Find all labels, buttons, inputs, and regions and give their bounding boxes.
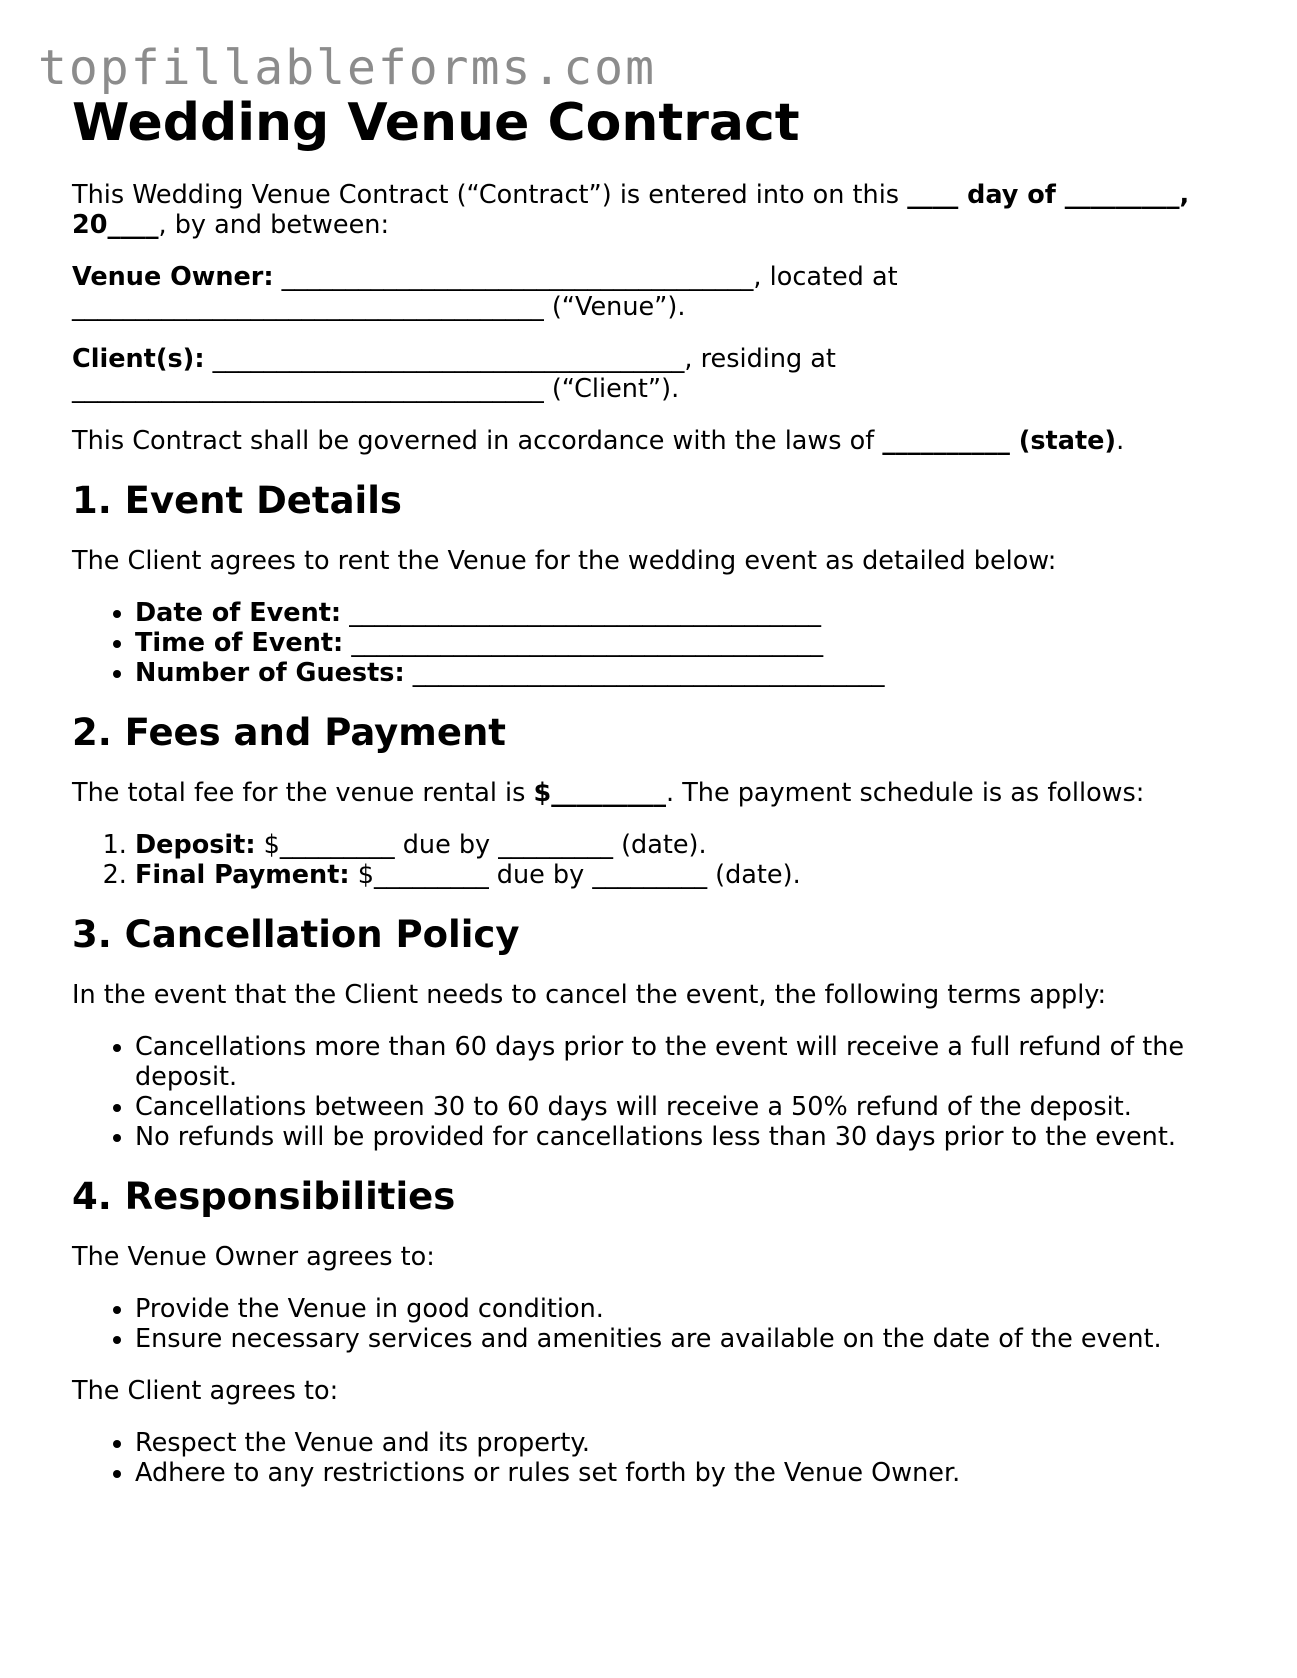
list-item bbox=[135, 628, 1222, 658]
final-payment-blank: $_________ due by _________ (date). bbox=[349, 860, 801, 890]
fees-intro-end: . The payment schedule is as follows: bbox=[666, 778, 1145, 808]
cancellation-terms-list bbox=[72, 1032, 1255, 1152]
section-heading-event-details: 1. Event Details bbox=[72, 479, 402, 522]
deposit-label: Deposit: bbox=[135, 830, 256, 860]
event-intro: The Client agrees to rent the Venue for the wedding event as detailed below: bbox=[72, 546, 1057, 576]
site-watermark: topfillableforms.com bbox=[38, 40, 656, 96]
contract-page bbox=[72, 90, 1222, 1488]
owner-responsibilities-intro: The Venue Owner agrees to: bbox=[72, 1242, 435, 1272]
list-item: • Cancellations between 30 to 60 days will receive a 50% refund of the deposit. bbox=[135, 1092, 1255, 1122]
total-fee-blank: $_________ bbox=[533, 778, 666, 808]
number-of-guests-blank: _____________________________________ bbox=[404, 658, 885, 688]
date-of-event-blank: _____________________________________ bbox=[341, 598, 821, 628]
owner-responsibilities-list bbox=[72, 1294, 1222, 1354]
venue-owner-paragraph bbox=[72, 262, 1222, 322]
list-item: • Ensure necessary services and amenities are available on the date of the event. bbox=[135, 1324, 1222, 1354]
list-item: • Cancellations more than 60 days prior to the event will receive a full refund of the deposit. bbox=[135, 1032, 1255, 1092]
governing-law-text: This Contract shall be governed in accordance with the laws of bbox=[72, 426, 883, 456]
intro-text: This Wedding Venue Contract (“Contract”) is entered into on this bbox=[72, 180, 908, 210]
list-item: • Provide the Venue in good condition. bbox=[135, 1294, 1222, 1324]
list-item bbox=[135, 830, 1222, 860]
governing-law-end: . bbox=[1116, 426, 1125, 456]
section-heading-fees: 2. Fees and Payment bbox=[72, 711, 506, 754]
section-heading-cancellation: 3. Cancellation Policy bbox=[72, 913, 520, 956]
time-of-event-blank: _____________________________________ bbox=[343, 628, 824, 658]
state-blank: __________ (state) bbox=[882, 426, 1117, 456]
section-heading-responsibilities: 4. Responsibilities bbox=[72, 1175, 456, 1218]
event-details-list bbox=[72, 598, 1222, 688]
list-item: • Respect the Venue and its property. bbox=[135, 1428, 1222, 1458]
list-item: • Adhere to any restrictions or rules set forth by the Venue Owner. bbox=[135, 1458, 1222, 1488]
fees-intro bbox=[72, 778, 1222, 808]
deposit-blank: $_________ due by _________ (date). bbox=[255, 830, 707, 860]
list-item: • No refunds will be provided for cancellations less than 30 days prior to the event. bbox=[135, 1122, 1255, 1152]
client-responsibilities-intro: The Client agrees to: bbox=[72, 1376, 339, 1406]
fees-intro-text: The total fee for the venue rental is bbox=[72, 778, 534, 808]
payment-schedule-list bbox=[72, 830, 1222, 890]
intro-date-blank: ____ day of _________, bbox=[907, 180, 1190, 210]
document-title: Wedding Venue Contract bbox=[72, 93, 800, 153]
date-of-event-label: Date of Event: bbox=[135, 598, 342, 628]
cancellation-intro: In the event that the Client needs to cancel the event, the following terms apply: bbox=[72, 980, 1107, 1010]
venue-owner-blank: _____________________________________, located at bbox=[273, 262, 898, 292]
number-of-guests-label: Number of Guests: bbox=[135, 658, 405, 688]
venue-address-blank: _____________________________________ (“Venue”). bbox=[72, 292, 686, 322]
list-item bbox=[135, 598, 1222, 628]
list-item bbox=[135, 658, 1222, 688]
list-item bbox=[135, 860, 1222, 890]
time-of-event-label: Time of Event: bbox=[135, 628, 344, 658]
client-responsibilities-list bbox=[72, 1428, 1222, 1488]
intro-paragraph bbox=[72, 180, 1222, 240]
client-paragraph bbox=[72, 344, 1222, 404]
intro-year-blank: 20____ bbox=[72, 210, 159, 240]
intro-parties-text: , by and between: bbox=[158, 210, 390, 240]
client-name-blank: _____________________________________, residing at bbox=[204, 344, 836, 374]
client-address-blank: _____________________________________ (“Client”). bbox=[72, 374, 680, 404]
client-label: Client(s): bbox=[72, 344, 205, 374]
final-payment-label: Final Payment: bbox=[135, 860, 350, 890]
venue-owner-label: Venue Owner: bbox=[72, 262, 274, 292]
governing-law-paragraph bbox=[72, 426, 1222, 456]
